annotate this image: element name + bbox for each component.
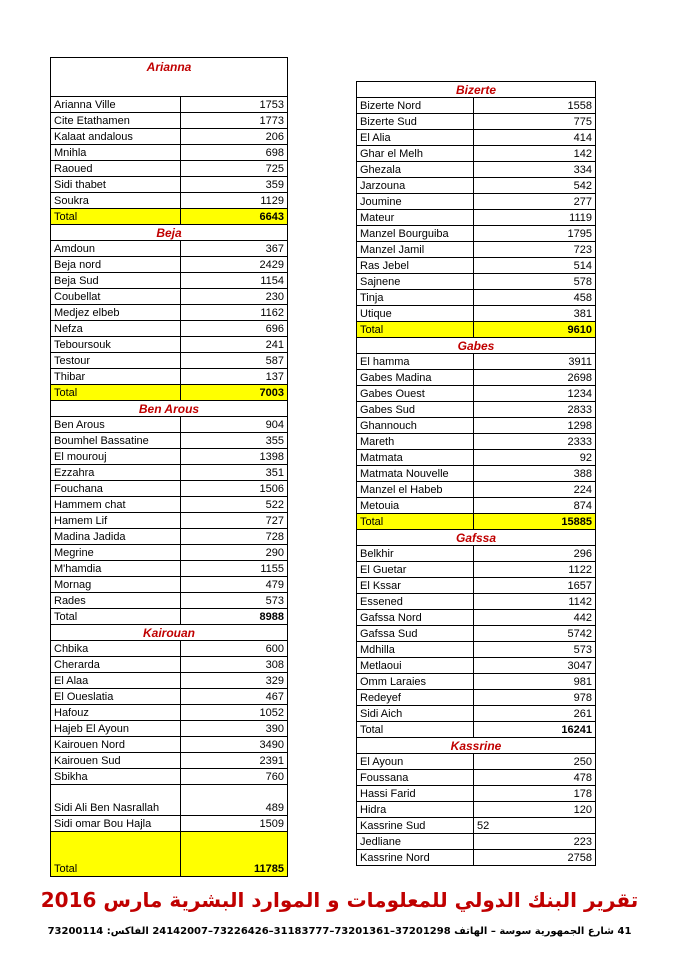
delegation-count: 3047 bbox=[474, 658, 596, 674]
delegation-count: 1052 bbox=[181, 705, 288, 721]
delegation-name: Beja nord bbox=[51, 257, 181, 273]
total-label: Total bbox=[51, 209, 181, 225]
table-row bbox=[357, 674, 596, 690]
delegation-name: El Oueslatia bbox=[51, 689, 181, 705]
delegation-count: 981 bbox=[474, 674, 596, 690]
delegation-name: Raoued bbox=[51, 161, 181, 177]
delegation-name: Mareth bbox=[357, 434, 474, 450]
delegation-count: 2429 bbox=[181, 257, 288, 273]
delegation-count: 723 bbox=[474, 242, 596, 258]
delegation-count: 250 bbox=[474, 754, 596, 770]
delegation-count: 1795 bbox=[474, 226, 596, 242]
table-row bbox=[357, 754, 596, 770]
total-value: 6643 bbox=[181, 209, 288, 225]
table-row bbox=[357, 130, 596, 146]
delegation-count: 351 bbox=[181, 465, 288, 481]
table-row bbox=[51, 433, 288, 449]
delegation-name: Tinja bbox=[357, 290, 474, 306]
table-row bbox=[51, 449, 288, 465]
delegation-count: 261 bbox=[474, 706, 596, 722]
table-row bbox=[51, 241, 288, 257]
table-row bbox=[51, 305, 288, 321]
total-row bbox=[51, 609, 288, 625]
total-row bbox=[51, 209, 288, 225]
delegation-name: Ghar el Melh bbox=[357, 146, 474, 162]
table-row bbox=[51, 657, 288, 673]
region-header-row bbox=[357, 530, 596, 546]
delegation-count: 489 bbox=[181, 785, 288, 816]
total-label: Total bbox=[357, 722, 474, 738]
delegation-name: El Alia bbox=[357, 130, 474, 146]
delegation-name: Foussana bbox=[357, 770, 474, 786]
delegation-count: 308 bbox=[181, 657, 288, 673]
delegation-name: Gafssa Sud bbox=[357, 626, 474, 642]
delegation-count: 241 bbox=[181, 337, 288, 353]
delegation-name: Ghezala bbox=[357, 162, 474, 178]
delegation-count: 206 bbox=[181, 129, 288, 145]
delegation-count: 587 bbox=[181, 353, 288, 369]
delegation-name: Jedliane bbox=[357, 834, 474, 850]
delegation-name: El Kssar bbox=[357, 578, 474, 594]
delegation-count: 578 bbox=[474, 274, 596, 290]
delegation-count: 120 bbox=[474, 802, 596, 818]
right-region-table bbox=[356, 81, 596, 866]
delegation-name: Amdoun bbox=[51, 241, 181, 257]
table-row bbox=[51, 321, 288, 337]
table-row bbox=[51, 513, 288, 529]
table-row bbox=[51, 465, 288, 481]
delegation-name: Nefza bbox=[51, 321, 181, 337]
table-row bbox=[357, 242, 596, 258]
table-row bbox=[357, 162, 596, 178]
delegation-name: Bizerte Nord bbox=[357, 98, 474, 114]
delegation-count: 2758 bbox=[474, 850, 596, 866]
delegation-count: 92 bbox=[474, 450, 596, 466]
delegation-name: Matmata Nouvelle bbox=[357, 466, 474, 482]
total-value: 16241 bbox=[474, 722, 596, 738]
delegation-name: El Ayoun bbox=[357, 754, 474, 770]
table-row bbox=[51, 289, 288, 305]
delegation-name: Ras Jebel bbox=[357, 258, 474, 274]
total-row bbox=[357, 322, 596, 338]
delegation-name: Manzel Jamil bbox=[357, 242, 474, 258]
delegation-name: Gabes Sud bbox=[357, 402, 474, 418]
delegation-count: 1657 bbox=[474, 578, 596, 594]
delegation-count: 1558 bbox=[474, 98, 596, 114]
delegation-count: 1234 bbox=[474, 386, 596, 402]
table-row bbox=[51, 753, 288, 769]
table-row bbox=[357, 546, 596, 562]
table-row bbox=[357, 402, 596, 418]
table-row bbox=[357, 178, 596, 194]
delegation-name: El Alaa bbox=[51, 673, 181, 689]
delegation-count: 760 bbox=[181, 769, 288, 785]
delegation-name: Gabes Ouest bbox=[357, 386, 474, 402]
region-name: Arianna bbox=[51, 58, 288, 97]
delegation-count: 478 bbox=[474, 770, 596, 786]
table-row bbox=[51, 273, 288, 289]
delegation-name: Chbika bbox=[51, 641, 181, 657]
delegation-count: 1298 bbox=[474, 418, 596, 434]
table-row bbox=[357, 850, 596, 866]
delegation-name: Kairouen Sud bbox=[51, 753, 181, 769]
delegation-count: 1162 bbox=[181, 305, 288, 321]
delegation-name: Gabes Madina bbox=[357, 370, 474, 386]
delegation-count: 367 bbox=[181, 241, 288, 257]
region-header-row bbox=[51, 58, 288, 97]
delegation-name: Hidra bbox=[357, 802, 474, 818]
delegation-name: Hassi Farid bbox=[357, 786, 474, 802]
table-row bbox=[357, 498, 596, 514]
delegation-name: Boumhel Bassatine bbox=[51, 433, 181, 449]
delegation-name: Matmata bbox=[357, 450, 474, 466]
delegation-count: 355 bbox=[181, 433, 288, 449]
region-name: Kassrine bbox=[357, 738, 596, 754]
delegation-count: 1398 bbox=[181, 449, 288, 465]
region-name: Ben Arous bbox=[51, 401, 288, 417]
delegation-count: 904 bbox=[181, 417, 288, 433]
table-row bbox=[51, 193, 288, 209]
table-row bbox=[51, 177, 288, 193]
table-row bbox=[51, 577, 288, 593]
report-title: تقرير البنك الدولي للمعلومات و الموارد البشرية مارس 2016 bbox=[40, 888, 639, 912]
table-row bbox=[357, 290, 596, 306]
table-row bbox=[51, 497, 288, 513]
delegation-count: 725 bbox=[181, 161, 288, 177]
table-row bbox=[357, 146, 596, 162]
delegation-name: Metouia bbox=[357, 498, 474, 514]
delegation-name: Mnihla bbox=[51, 145, 181, 161]
delegation-count: 542 bbox=[474, 178, 596, 194]
table-row bbox=[51, 769, 288, 785]
delegation-name: Sbikha bbox=[51, 769, 181, 785]
region-header-row bbox=[357, 338, 596, 354]
table-row bbox=[357, 258, 596, 274]
delegation-count: 388 bbox=[474, 466, 596, 482]
table-row bbox=[51, 481, 288, 497]
delegation-name: Beja Sud bbox=[51, 273, 181, 289]
delegation-count: 600 bbox=[181, 641, 288, 657]
table-row bbox=[51, 161, 288, 177]
delegation-count: 728 bbox=[181, 529, 288, 545]
delegation-name: Mdhilla bbox=[357, 642, 474, 658]
table-row bbox=[357, 482, 596, 498]
delegation-count: 290 bbox=[181, 545, 288, 561]
table-row bbox=[357, 578, 596, 594]
delegation-name: Fouchana bbox=[51, 481, 181, 497]
delegation-name: Megrine bbox=[51, 545, 181, 561]
delegation-name: Utique bbox=[357, 306, 474, 322]
delegation-count: 2698 bbox=[474, 370, 596, 386]
table-row bbox=[51, 705, 288, 721]
table-row bbox=[357, 786, 596, 802]
region-name: Gafssa bbox=[357, 530, 596, 546]
table-row bbox=[357, 434, 596, 450]
table-row bbox=[357, 802, 596, 818]
table-row bbox=[357, 354, 596, 370]
address-line: 41 شارع الجمهورية سوسة – الهاتف 37201298–73201361–31183777–73226426–24142007 الفاكس: 73200114 bbox=[47, 926, 632, 937]
delegation-name: Rades bbox=[51, 593, 181, 609]
delegation-count: 5742 bbox=[474, 626, 596, 642]
table-row bbox=[357, 98, 596, 114]
table-row bbox=[51, 545, 288, 561]
delegation-count: 381 bbox=[474, 306, 596, 322]
table-row bbox=[357, 210, 596, 226]
delegation-name: Teboursouk bbox=[51, 337, 181, 353]
delegation-name: Medjez elbeb bbox=[51, 305, 181, 321]
delegation-name: Ben Arous bbox=[51, 417, 181, 433]
region-header-row bbox=[357, 82, 596, 98]
table-row bbox=[51, 129, 288, 145]
total-row bbox=[357, 514, 596, 530]
delegation-name: Hajeb El Ayoun bbox=[51, 721, 181, 737]
total-value: 11785 bbox=[181, 832, 288, 877]
left-region-table bbox=[50, 57, 288, 877]
total-label: Total bbox=[357, 322, 474, 338]
table-row bbox=[357, 274, 596, 290]
delegation-name: Manzel el Habeb bbox=[357, 482, 474, 498]
delegation-count: 296 bbox=[474, 546, 596, 562]
table-row bbox=[357, 386, 596, 402]
delegation-count: 1773 bbox=[181, 113, 288, 129]
delegation-name: Essened bbox=[357, 594, 474, 610]
delegation-count: 277 bbox=[474, 194, 596, 210]
table-row bbox=[51, 257, 288, 273]
total-label: Total bbox=[51, 385, 181, 401]
total-row bbox=[51, 385, 288, 401]
delegation-count: 3490 bbox=[181, 737, 288, 753]
delegation-count: 573 bbox=[181, 593, 288, 609]
delegation-count: 1509 bbox=[181, 816, 288, 832]
table-row bbox=[357, 706, 596, 722]
table-row bbox=[51, 337, 288, 353]
delegation-count: 442 bbox=[474, 610, 596, 626]
delegation-name: Omm Laraies bbox=[357, 674, 474, 690]
delegation-name: Gafssa Nord bbox=[357, 610, 474, 626]
delegation-name: Soukra bbox=[51, 193, 181, 209]
delegation-count: 467 bbox=[181, 689, 288, 705]
delegation-name: Arianna Ville bbox=[51, 97, 181, 113]
delegation-count: 696 bbox=[181, 321, 288, 337]
table-row bbox=[357, 690, 596, 706]
delegation-name: Belkhir bbox=[357, 546, 474, 562]
table-row bbox=[357, 626, 596, 642]
total-value: 15885 bbox=[474, 514, 596, 530]
delegation-name: Kalaat andalous bbox=[51, 129, 181, 145]
total-label: Total bbox=[357, 514, 474, 530]
delegation-name: Sidi Aich bbox=[357, 706, 474, 722]
table-row bbox=[51, 417, 288, 433]
table-row bbox=[51, 529, 288, 545]
delegation-count: 1506 bbox=[181, 481, 288, 497]
delegation-count: 224 bbox=[474, 482, 596, 498]
table-row bbox=[51, 721, 288, 737]
table-row bbox=[51, 785, 288, 816]
delegation-count: 479 bbox=[181, 577, 288, 593]
delegation-name: Cherarda bbox=[51, 657, 181, 673]
delegation-count: 775 bbox=[474, 114, 596, 130]
delegation-count: 1122 bbox=[474, 562, 596, 578]
region-header-row bbox=[51, 625, 288, 641]
delegation-count: 698 bbox=[181, 145, 288, 161]
table-row bbox=[51, 97, 288, 113]
table-row bbox=[51, 353, 288, 369]
delegation-name: Madina Jadida bbox=[51, 529, 181, 545]
table-row bbox=[51, 369, 288, 385]
delegation-name: Sidi Ali Ben Nasrallah bbox=[51, 785, 181, 816]
delegation-name: Redeyef bbox=[357, 690, 474, 706]
delegation-name: Joumine bbox=[357, 194, 474, 210]
delegation-count: 52 bbox=[474, 818, 596, 834]
delegation-count: 2833 bbox=[474, 402, 596, 418]
delegation-count: 1142 bbox=[474, 594, 596, 610]
delegation-name: Manzel Bourguiba bbox=[357, 226, 474, 242]
total-label: Total bbox=[51, 609, 181, 625]
delegation-name: Mornag bbox=[51, 577, 181, 593]
table-row bbox=[357, 450, 596, 466]
table-row bbox=[51, 816, 288, 832]
delegation-name: El Guetar bbox=[357, 562, 474, 578]
delegation-name: Sidi thabet bbox=[51, 177, 181, 193]
delegation-count: 390 bbox=[181, 721, 288, 737]
table-row bbox=[357, 610, 596, 626]
delegation-name: M'hamdia bbox=[51, 561, 181, 577]
delegation-count: 178 bbox=[474, 786, 596, 802]
total-label: Total bbox=[51, 832, 181, 877]
table-row bbox=[357, 306, 596, 322]
delegation-name: Sajnene bbox=[357, 274, 474, 290]
delegation-count: 573 bbox=[474, 642, 596, 658]
table-row bbox=[51, 737, 288, 753]
delegation-count: 414 bbox=[474, 130, 596, 146]
delegation-name: Hamem Lif bbox=[51, 513, 181, 529]
table-row bbox=[357, 658, 596, 674]
delegation-name: Kairouen Nord bbox=[51, 737, 181, 753]
delegation-count: 978 bbox=[474, 690, 596, 706]
delegation-count: 522 bbox=[181, 497, 288, 513]
total-row bbox=[357, 722, 596, 738]
delegation-name: El mourouj bbox=[51, 449, 181, 465]
region-name: Kairouan bbox=[51, 625, 288, 641]
table-row bbox=[357, 194, 596, 210]
delegation-name: Cite Etathamen bbox=[51, 113, 181, 129]
total-row bbox=[51, 832, 288, 877]
table-row bbox=[357, 370, 596, 386]
table-row bbox=[51, 561, 288, 577]
table-row bbox=[357, 114, 596, 130]
table-row bbox=[357, 770, 596, 786]
delegation-count: 230 bbox=[181, 289, 288, 305]
table-row bbox=[51, 689, 288, 705]
total-value: 7003 bbox=[181, 385, 288, 401]
delegation-count: 359 bbox=[181, 177, 288, 193]
region-header-row bbox=[51, 401, 288, 417]
table-row bbox=[357, 642, 596, 658]
delegation-count: 137 bbox=[181, 369, 288, 385]
delegation-name: Thibar bbox=[51, 369, 181, 385]
delegation-count: 334 bbox=[474, 162, 596, 178]
delegation-count: 727 bbox=[181, 513, 288, 529]
delegation-count: 2333 bbox=[474, 434, 596, 450]
table-row bbox=[357, 226, 596, 242]
delegation-name: Bizerte Sud bbox=[357, 114, 474, 130]
table-row bbox=[357, 562, 596, 578]
table-row bbox=[357, 818, 596, 834]
delegation-count: 329 bbox=[181, 673, 288, 689]
delegation-name: Testour bbox=[51, 353, 181, 369]
delegation-count: 3911 bbox=[474, 354, 596, 370]
delegation-count: 142 bbox=[474, 146, 596, 162]
table-row bbox=[357, 418, 596, 434]
table-row bbox=[51, 593, 288, 609]
delegation-count: 514 bbox=[474, 258, 596, 274]
table-row bbox=[357, 466, 596, 482]
region-header-row bbox=[357, 738, 596, 754]
table-row bbox=[357, 594, 596, 610]
delegation-name: Hammem chat bbox=[51, 497, 181, 513]
region-name: Gabes bbox=[357, 338, 596, 354]
region-name: Beja bbox=[51, 225, 288, 241]
delegation-count: 874 bbox=[474, 498, 596, 514]
delegation-count: 2391 bbox=[181, 753, 288, 769]
delegation-name: Sidi omar Bou Hajla bbox=[51, 816, 181, 832]
table-row bbox=[51, 673, 288, 689]
table-row bbox=[51, 641, 288, 657]
delegation-name: Mateur bbox=[357, 210, 474, 226]
delegation-name: Metlaoui bbox=[357, 658, 474, 674]
table-row bbox=[51, 113, 288, 129]
total-value: 9610 bbox=[474, 322, 596, 338]
delegation-name: Kassrine Nord bbox=[357, 850, 474, 866]
delegation-count: 1129 bbox=[181, 193, 288, 209]
region-name: Bizerte bbox=[357, 82, 596, 98]
region-header-row bbox=[51, 225, 288, 241]
delegation-name: Ezzahra bbox=[51, 465, 181, 481]
delegation-count: 223 bbox=[474, 834, 596, 850]
delegation-name: Kassrine Sud bbox=[357, 818, 474, 834]
delegation-name: El hamma bbox=[357, 354, 474, 370]
delegation-count: 458 bbox=[474, 290, 596, 306]
delegation-count: 1753 bbox=[181, 97, 288, 113]
delegation-name: Coubellat bbox=[51, 289, 181, 305]
delegation-name: Hafouz bbox=[51, 705, 181, 721]
total-value: 8988 bbox=[181, 609, 288, 625]
delegation-name: Ghannouch bbox=[357, 418, 474, 434]
table-row bbox=[51, 145, 288, 161]
delegation-count: 1155 bbox=[181, 561, 288, 577]
delegation-count: 1119 bbox=[474, 210, 596, 226]
delegation-count: 1154 bbox=[181, 273, 288, 289]
delegation-name: Jarzouna bbox=[357, 178, 474, 194]
table-row bbox=[357, 834, 596, 850]
